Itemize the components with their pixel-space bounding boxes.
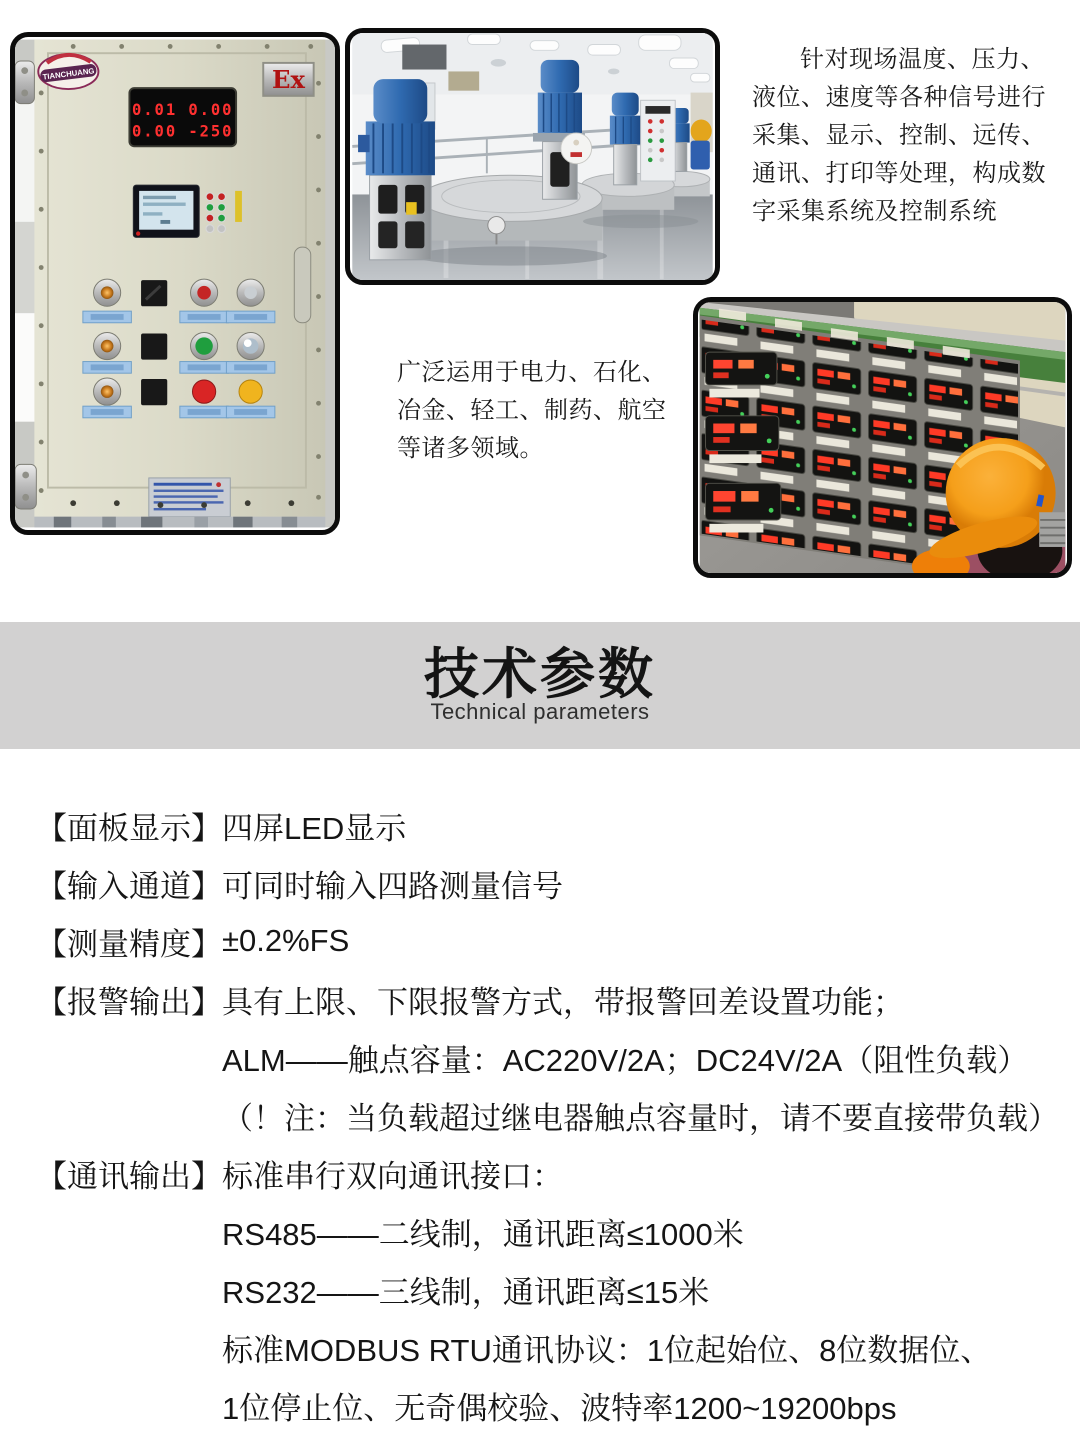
selector-switch	[141, 379, 167, 405]
background-slats	[34, 517, 325, 528]
spec-value: RS485——二线制，通讯距离≤1000米	[222, 1216, 744, 1252]
photo-factory-floor	[345, 28, 720, 285]
photo-control-cabinet	[10, 32, 340, 535]
led-display	[129, 88, 236, 146]
spec-label: 【面板显示】	[36, 810, 222, 846]
spec-label: 【输入通道】	[36, 868, 222, 904]
mixer-unit-3	[610, 93, 641, 185]
specs-section	[36, 796, 1059, 1434]
spec-row	[36, 912, 1052, 970]
spec-row	[36, 1144, 1052, 1202]
lcd-panel	[133, 185, 199, 237]
led-line-2: 0.00 -250	[132, 122, 234, 141]
spec-value: 标准MODBUS RTU通讯协议：1位起始位、8位数据位、	[222, 1332, 992, 1368]
door-handle	[294, 247, 310, 323]
nameplate	[149, 478, 230, 517]
brand-badge-text: TIANCHUANG	[42, 66, 95, 82]
section-title: 技术参数	[423, 642, 656, 705]
intro-line: 液位、速度等各种信号进行	[752, 84, 1046, 111]
spec-label: 【通讯输出】	[36, 1158, 222, 1194]
spec-row	[36, 1318, 1052, 1376]
photo-instrument-wall	[693, 297, 1072, 578]
intro-paragraph	[752, 41, 1052, 231]
spec-row	[36, 1260, 1052, 1318]
instrument-wall-illustration	[698, 302, 1067, 573]
beige-vent	[448, 71, 479, 90]
spec-value: ALM——触点容量：AC220V/2A；DC24V/2A（阻性负载）	[222, 1042, 1029, 1078]
spec-value: 四屏LED显示	[222, 810, 407, 846]
gray-object	[1039, 512, 1065, 547]
spec-value: （！注：当负载超过继电器触点容量时，请不要直接带负载）	[222, 1100, 1059, 1136]
spec-row	[36, 1086, 1059, 1144]
spec-value: 标准串行双向通讯接口：	[222, 1158, 563, 1194]
section-subtitle: Technical parameters	[430, 699, 650, 725]
intro-line: 通讯、打印等处理，构成数	[752, 160, 1046, 187]
push-button-yellow	[239, 380, 262, 403]
push-button-red-flat	[192, 380, 215, 403]
spec-value: 可同时输入四路测量信号	[222, 868, 563, 904]
selector-switch	[141, 333, 167, 359]
spec-value: 1位停止位、无奇偶校验、波特率1200~19200bps	[222, 1390, 897, 1426]
dark-vent	[402, 45, 446, 70]
applications-line: 等诸多领域。	[397, 435, 544, 462]
section-banner	[0, 622, 1080, 749]
spec-row	[36, 1202, 1052, 1260]
spec-value: ±0.2%FS	[222, 923, 350, 958]
applications-line: 冶金、轻工、制药、航空	[397, 397, 667, 424]
intro-line: 针对现场温度、压力、	[800, 46, 1045, 73]
pressure-gauge	[488, 217, 505, 234]
spec-row	[36, 1028, 1052, 1086]
spec-value: 具有上限、下限报警方式，带报警回差设置功能；	[222, 984, 904, 1020]
brand-badge	[38, 54, 98, 89]
spec-label: 【测量精度】	[36, 926, 222, 962]
intro-line: 采集、显示、控制、远传、	[752, 122, 1046, 149]
yellow-equipment	[691, 119, 712, 142]
spec-row	[36, 854, 1052, 912]
spec-label: 【报警输出】	[36, 984, 222, 1020]
spec-value: RS232——三线制，通讯距离≤15米	[222, 1274, 710, 1310]
spec-row	[36, 796, 1052, 854]
spec-row	[36, 970, 1052, 1028]
intro-line: 字采集系统及控制系统	[752, 198, 997, 225]
warning-label	[406, 202, 417, 214]
ex-badge	[263, 63, 313, 96]
applications-paragraph	[397, 354, 697, 468]
spec-row	[36, 1376, 1052, 1434]
cabinet-illustration	[15, 37, 335, 530]
blue-drum	[691, 141, 710, 170]
led-line-1: 0.01 0.00	[132, 101, 234, 120]
applications-line: 广泛运用于电力、石化、	[397, 359, 667, 386]
factory-illustration	[350, 33, 715, 280]
field-cabinet	[641, 100, 676, 181]
ex-badge-text: Ex	[271, 65, 305, 95]
round-sign	[561, 133, 592, 164]
